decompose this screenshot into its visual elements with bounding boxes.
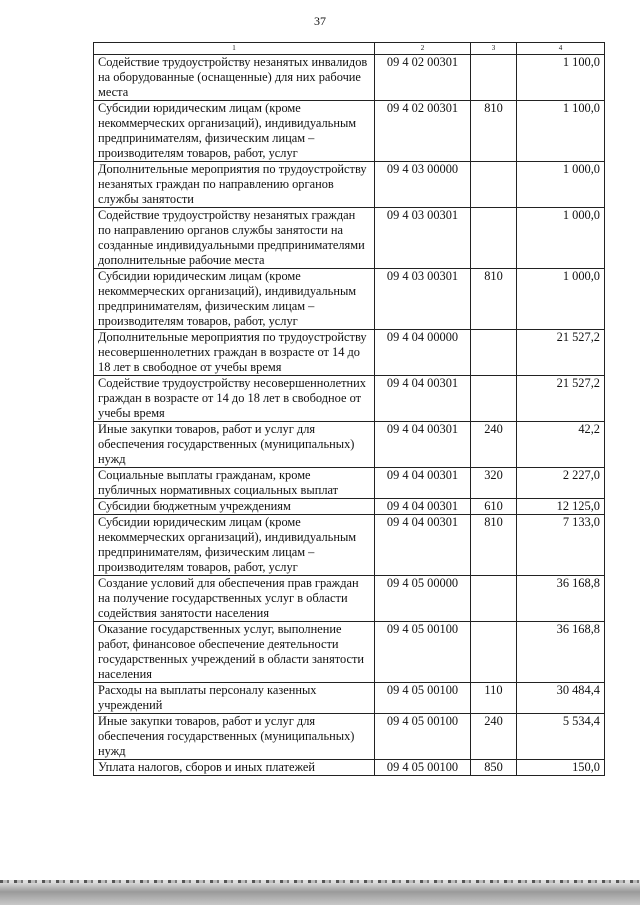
scan-artifact-edge [0, 883, 640, 905]
row-amount-cell: 36 168,8 [517, 576, 605, 622]
row-amount-cell: 42,2 [517, 422, 605, 468]
row-name-cell: Содействие трудоустройству незанятых инвалидов на оборудованные (оснащенные) для них рабочие места [94, 55, 375, 101]
row-code-cell: 09 4 03 00301 [375, 269, 471, 330]
row-amount-cell: 7 133,0 [517, 515, 605, 576]
row-code-cell: 09 4 04 00301 [375, 499, 471, 515]
row-amount-cell: 21 527,2 [517, 330, 605, 376]
page-number: 37 [314, 14, 326, 28]
row-code-cell: 09 4 04 00301 [375, 468, 471, 499]
row-type-cell [471, 376, 517, 422]
row-type-cell [471, 622, 517, 683]
row-name-cell: Создание условий для обеспечения прав граждан на получение государственных услуг в области содействия занятости населения [94, 576, 375, 622]
row-code-cell: 09 4 04 00301 [375, 422, 471, 468]
row-name-cell: Содействие трудоустройству незанятых граждан по направлению органов службы занятости на созданные индивидуальными предпринимателями дополнительные рабочие места [94, 208, 375, 269]
row-code-cell: 09 4 03 00301 [375, 208, 471, 269]
row-name-cell: Оказание государственных услуг, выполнение работ, финансовое обеспечение деятельности государственных учреждений в области занятости населения [94, 622, 375, 683]
row-name-cell: Субсидии юридическим лицам (кроме некоммерческих организаций), индивидуальным предпринимателям, физическим лицам – производителям товаров, работ, услуг [94, 101, 375, 162]
budget-table [93, 42, 605, 776]
row-code-cell: 09 4 03 00000 [375, 162, 471, 208]
row-name-cell: Субсидии бюджетным учреждениям [94, 499, 375, 515]
row-type-cell: 320 [471, 468, 517, 499]
table-row [94, 714, 605, 760]
row-code-cell: 09 4 05 00100 [375, 622, 471, 683]
table-row [94, 162, 605, 208]
table-row [94, 760, 605, 776]
row-amount-cell: 1 000,0 [517, 269, 605, 330]
row-type-cell: 240 [471, 422, 517, 468]
table-row [94, 208, 605, 269]
row-type-cell: 850 [471, 760, 517, 776]
row-name-cell: Расходы на выплаты персоналу казенных учреждений [94, 683, 375, 714]
row-code-cell: 09 4 05 00100 [375, 714, 471, 760]
table-row [94, 330, 605, 376]
row-type-cell [471, 55, 517, 101]
row-type-cell: 810 [471, 269, 517, 330]
row-name-cell: Уплата налогов, сборов и иных платежей [94, 760, 375, 776]
table-row [94, 376, 605, 422]
row-code-cell: 09 4 05 00100 [375, 683, 471, 714]
row-amount-cell: 1 100,0 [517, 55, 605, 101]
row-type-cell [471, 208, 517, 269]
row-amount-cell: 1 100,0 [517, 101, 605, 162]
row-amount-cell: 30 484,4 [517, 683, 605, 714]
row-name-cell: Субсидии юридическим лицам (кроме некоммерческих организаций), индивидуальным предпринимателям, физическим лицам – производителям товаров, работ, услуг [94, 269, 375, 330]
row-name-cell: Дополнительные мероприятия по трудоустройству незанятых граждан по направлению органов службы занятости [94, 162, 375, 208]
row-name-cell: Дополнительные мероприятия по трудоустройству несовершеннолетних граждан в возрасте от 14 до 18 лет в свободное от учебы время [94, 330, 375, 376]
row-type-cell: 110 [471, 683, 517, 714]
row-code-cell: 09 4 04 00301 [375, 515, 471, 576]
row-code-cell: 09 4 02 00301 [375, 101, 471, 162]
row-amount-cell: 1 000,0 [517, 162, 605, 208]
table-row [94, 55, 605, 101]
row-amount-cell: 12 125,0 [517, 499, 605, 515]
row-type-cell: 810 [471, 101, 517, 162]
table-row [94, 622, 605, 683]
row-type-cell [471, 162, 517, 208]
row-name-cell: Иные закупки товаров, работ и услуг для обеспечения государственных (муниципальных) нужд [94, 422, 375, 468]
table-row [94, 515, 605, 576]
table-row [94, 422, 605, 468]
header-row [94, 43, 605, 55]
row-amount-cell: 150,0 [517, 760, 605, 776]
row-amount-cell: 1 000,0 [517, 208, 605, 269]
row-amount-cell: 21 527,2 [517, 376, 605, 422]
row-code-cell: 09 4 04 00301 [375, 376, 471, 422]
row-type-cell [471, 576, 517, 622]
row-code-cell: 09 4 05 00100 [375, 760, 471, 776]
row-code-cell: 09 4 02 00301 [375, 55, 471, 101]
table-row [94, 468, 605, 499]
header-col-2: 2 [375, 43, 471, 55]
table-row [94, 683, 605, 714]
header-col-1: 1 [94, 43, 375, 55]
row-amount-cell: 36 168,8 [517, 622, 605, 683]
table-row [94, 576, 605, 622]
row-type-cell: 810 [471, 515, 517, 576]
table-row [94, 101, 605, 162]
table-row [94, 269, 605, 330]
row-type-cell: 610 [471, 499, 517, 515]
header-col-4: 4 [517, 43, 605, 55]
row-code-cell: 09 4 05 00000 [375, 576, 471, 622]
row-type-cell [471, 330, 517, 376]
header-col-3: 3 [471, 43, 517, 55]
row-amount-cell: 5 534,4 [517, 714, 605, 760]
row-name-cell: Социальные выплаты гражданам, кроме публичных нормативных социальных выплат [94, 468, 375, 499]
row-code-cell: 09 4 04 00000 [375, 330, 471, 376]
table-row [94, 499, 605, 515]
row-name-cell: Субсидии юридическим лицам (кроме некоммерческих организаций), индивидуальным предпринимателям, физическим лицам – производителям товаров, работ, услуг [94, 515, 375, 576]
row-type-cell: 240 [471, 714, 517, 760]
row-amount-cell: 2 227,0 [517, 468, 605, 499]
row-name-cell: Иные закупки товаров, работ и услуг для обеспечения государственных (муниципальных) нужд [94, 714, 375, 760]
row-name-cell: Содействие трудоустройству несовершеннолетних граждан в возрасте от 14 до 18 лет в свободное от учебы время [94, 376, 375, 422]
